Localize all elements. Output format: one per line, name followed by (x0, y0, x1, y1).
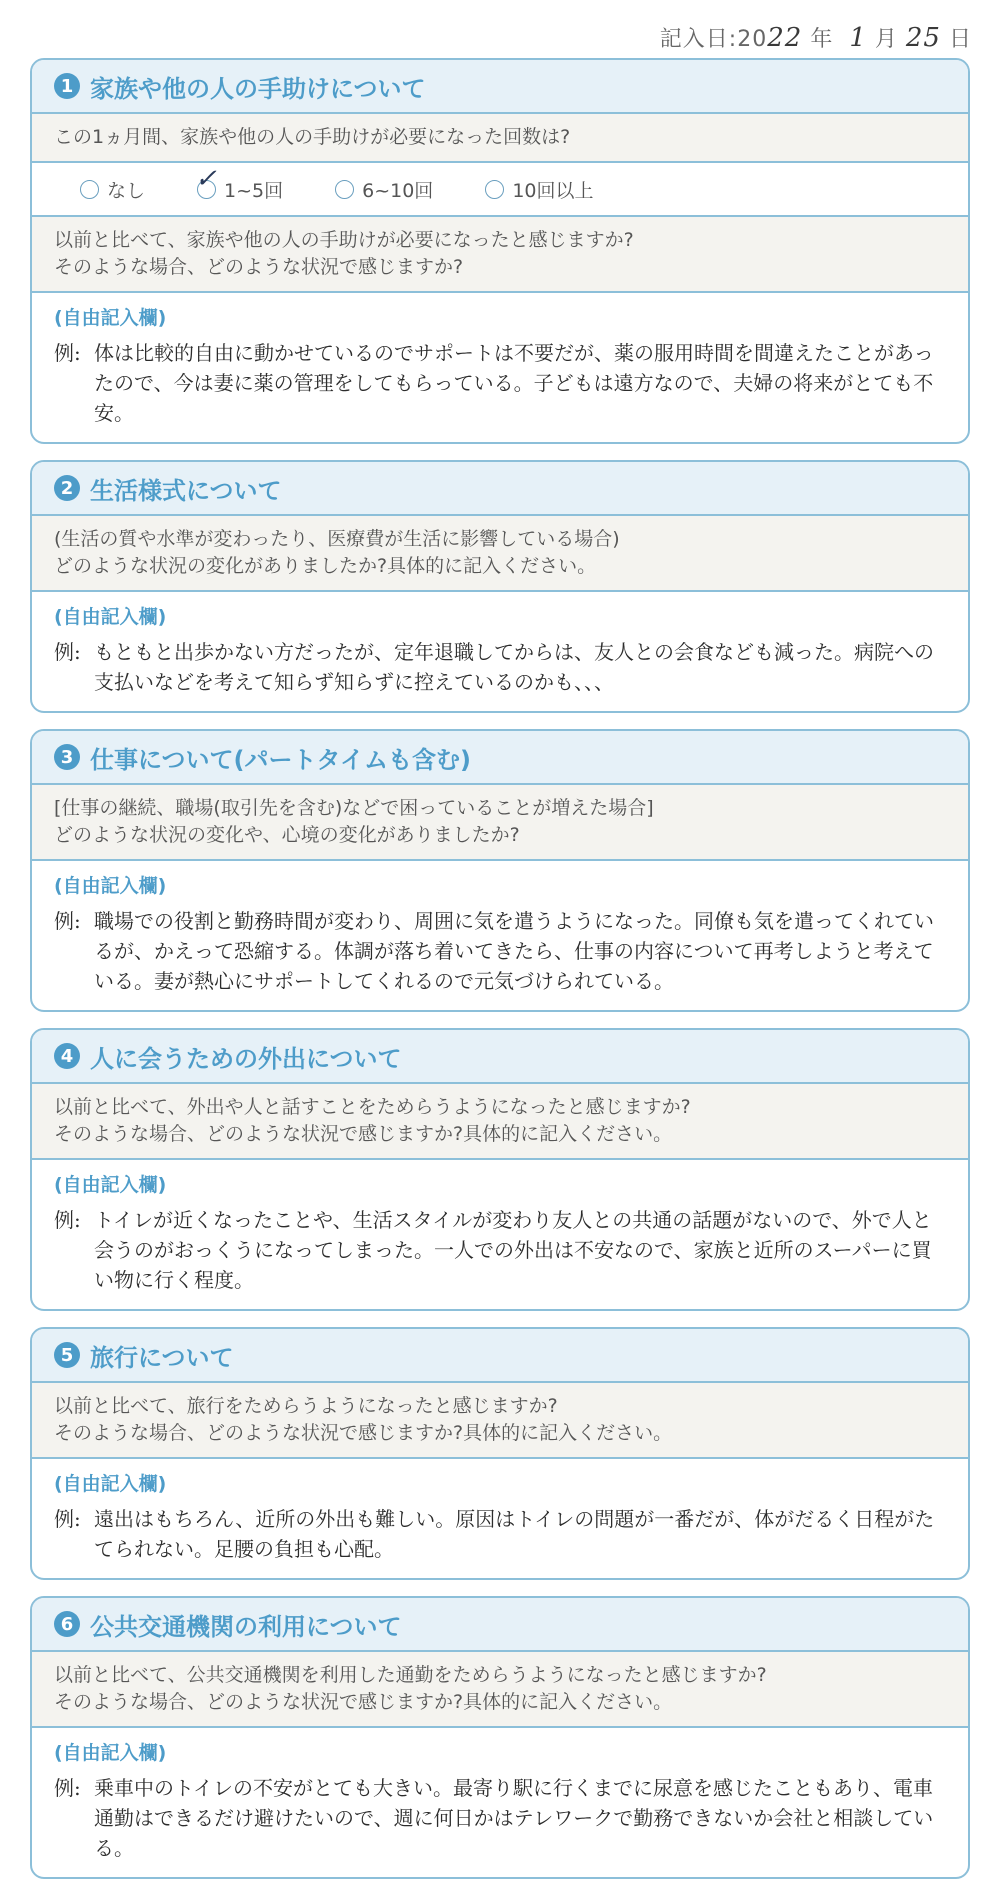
radio-button[interactable] (335, 180, 354, 199)
question: [仕事の継続、職場(取引先を含む)などで困っていることが増えた場合] どのような状況の変化や、心境の変化がありましたか? (32, 785, 968, 861)
question: 以前と比べて、家族や他の人の手助けが必要になったと感じますか? そのような場合、どのような状況で感じますか? (32, 217, 968, 293)
example-prefix: 例: (54, 640, 81, 664)
date-year-unit: 年 (810, 27, 834, 52)
date-day-unit: 日 (948, 27, 972, 52)
free-entry-area[interactable] (32, 293, 968, 442)
radio-button[interactable] (80, 180, 99, 199)
question: 以前と比べて、外出や人と話すことをためらうようになったと感じますか? そのような場合、どのような状況で感じますか?具体的に記入ください。 (32, 1084, 968, 1160)
section-number: 2 (54, 475, 80, 501)
section-family-help (30, 58, 970, 444)
frequency-options (32, 163, 968, 217)
date-label: 記入日:20 (659, 27, 768, 52)
section-title: 仕事について(パートタイムも含む) (90, 745, 471, 774)
free-entry-label: (自由記入欄) (54, 875, 167, 897)
section-header (32, 1329, 968, 1383)
section-number: 3 (54, 744, 80, 770)
section-header (32, 1030, 968, 1084)
section-header (32, 462, 968, 516)
example-answer (54, 1205, 946, 1295)
free-entry-label: (自由記入欄) (54, 1473, 167, 1495)
example-text: 乗車中のトイレの不安がとても大きい。最寄り駅に行くまでに尿意を感じたこともあり、電車通勤はできるだけ避けたいので、週に何日かはテレワークで勤務できないか会社と相談している。 (94, 1776, 934, 1860)
example-prefix: 例: (54, 1208, 81, 1232)
example-answer (54, 338, 946, 428)
example-text: もともと出歩かない方だったが、定年退職してからは、友人との会食なども減った。病院への支払いなどを考えて知らず知らずに控えているのかも、、、 (94, 640, 934, 694)
section-header (32, 731, 968, 785)
section-going-out (30, 1028, 970, 1311)
date-month: 1 (849, 23, 867, 53)
free-entry-label: (自由記入欄) (54, 606, 167, 628)
option-label: 1~5回 (224, 179, 284, 202)
check-mark-icon: ✓ (195, 163, 217, 194)
free-entry-area[interactable] (32, 1459, 968, 1578)
section-public-transport (30, 1596, 970, 1879)
example-answer (54, 1773, 946, 1863)
question: 以前と比べて、公共交通機関を利用した通勤をためらうようになったと感じますか? そのような場合、どのような状況で感じますか?具体的に記入ください。 (32, 1652, 968, 1728)
option-6-10[interactable] (335, 176, 433, 203)
section-title: 人に会うための外出について (90, 1044, 402, 1073)
section-lifestyle (30, 460, 970, 713)
entry-date (660, 22, 972, 53)
free-entry-area[interactable] (32, 1728, 968, 1877)
section-title: 生活様式について (90, 476, 282, 505)
example-text: 遠出はもちろん、近所の外出も難しい。原因はトイレの問題が一番だが、体がだるく日程がたてられない。足腰の負担も心配。 (94, 1507, 935, 1561)
option-label: なし (107, 179, 146, 202)
example-prefix: 例: (54, 1507, 81, 1531)
sections (30, 58, 970, 1895)
free-entry-area[interactable] (32, 861, 968, 1010)
section-title: 旅行について (90, 1343, 234, 1372)
date-year: 22 (767, 23, 803, 53)
option-label: 10回以上 (512, 179, 594, 202)
example-prefix: 例: (54, 909, 81, 933)
free-entry-area[interactable] (32, 592, 968, 711)
question: (生活の質や水準が変わったり、医療費が生活に影響している場合) どのような状況の変化がありましたか?具体的に記入ください。 (32, 516, 968, 592)
question: 以前と比べて、旅行をためらうようになったと感じますか? そのような場合、どのような状況で感じますか?具体的に記入ください。 (32, 1383, 968, 1459)
section-header (32, 1598, 968, 1652)
section-number: 5 (54, 1342, 80, 1368)
section-number: 6 (54, 1611, 80, 1637)
free-entry-label: (自由記入欄) (54, 307, 167, 329)
free-entry-label: (自由記入欄) (54, 1742, 167, 1764)
option-1-5[interactable] (195, 163, 284, 203)
example-text: 職場での役割と勤務時間が変わり、周囲に気を遣うようになった。同僚も気を遣ってくれているが、かえって恐縮する。体調が落ち着いてきたら、仕事の内容について再考しようと考えている。妻が熱心にサポートしてくれるので元気づけられている。 (94, 909, 934, 993)
example-answer (54, 906, 946, 996)
option-label: 6~10回 (362, 179, 434, 202)
example-answer (54, 637, 946, 697)
example-prefix: 例: (54, 341, 81, 365)
section-title: 家族や他の人の手助けについて (90, 74, 426, 103)
section-travel (30, 1327, 970, 1580)
example-answer (54, 1504, 946, 1564)
free-entry-label: (自由記入欄) (54, 1174, 167, 1196)
free-entry-area[interactable] (32, 1160, 968, 1309)
section-work (30, 729, 970, 1012)
radio-button[interactable] (485, 180, 504, 199)
option-10-plus[interactable] (485, 176, 593, 203)
question: この1ヵ月間、家族や他の人の手助けが必要になった回数は? (32, 114, 968, 163)
section-title: 公共交通機関の利用について (90, 1612, 402, 1641)
section-number: 1 (54, 73, 80, 99)
date-day: 25 (905, 23, 941, 53)
example-text: 体は比較的自由に動かせているのでサポートは不要だが、薬の服用時間を間違えたことがあったので、今は妻に薬の管理をしてもらっている。子どもは遠方なので、夫婦の将来がとても不安。 (94, 341, 934, 425)
date-month-unit: 月 (874, 27, 898, 52)
section-number: 4 (54, 1043, 80, 1069)
example-prefix: 例: (54, 1776, 81, 1800)
option-none[interactable] (80, 176, 145, 203)
example-text: トイレが近くなったことや、生活スタイルが変わり友人との共通の話題がないので、外で人と会うのがおっくうになってしまった。一人での外出は不安なので、家族と近所のスーパーに買い物に行く程度。 (94, 1208, 932, 1292)
section-header (32, 60, 968, 114)
